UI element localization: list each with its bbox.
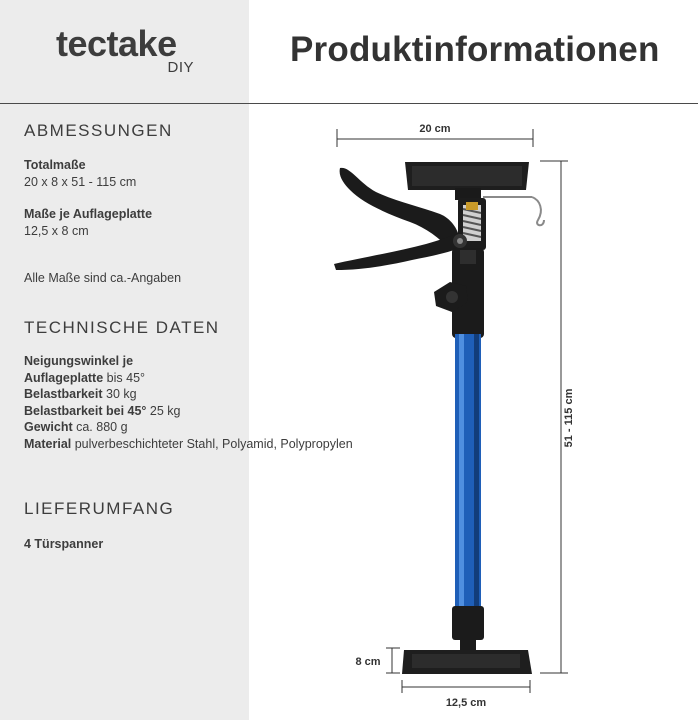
spec-tilt-value: bis 45°	[106, 370, 146, 385]
spec-material-label: Material	[24, 436, 72, 451]
dimension-foot-width-label: 12,5 cm	[445, 697, 487, 709]
top-plate	[405, 162, 529, 200]
product-illustration	[300, 110, 698, 720]
total-dimensions	[24, 157, 136, 190]
plate-dimensions-value: 12,5 x 8 cm	[24, 223, 89, 238]
total-dimensions-label: Totalmaße	[24, 158, 86, 172]
spec-tilt: Neigungswinkel je Auflageplatte bis 45°	[24, 354, 146, 385]
dimension-top-width-label: 20 cm	[419, 123, 451, 135]
bottom-plate	[402, 650, 532, 674]
logo-subtitle: DIY	[167, 59, 194, 76]
page-title: Produktinformationen	[290, 30, 660, 69]
delivery-item: 4 Türspanner	[24, 537, 104, 551]
plate-dimensions-label: Maße je Auflageplatte	[24, 207, 153, 221]
technical-heading: TECHNISCHE DATEN	[24, 318, 220, 337]
spec-weight-label: Gewicht	[24, 420, 73, 434]
plate-dimensions	[24, 206, 152, 239]
locking-knob	[434, 248, 484, 338]
dimension-foot-height-label: 8 cm	[355, 656, 381, 668]
spec-load-value: 30 kg	[106, 387, 137, 401]
spec-weight-value: ca. 880 g	[76, 420, 128, 434]
logo-wordmark: tectake	[56, 23, 177, 64]
dimension-foot-height	[386, 648, 400, 673]
delivery-heading: LIEFERUMFANG	[24, 499, 175, 518]
dimension-foot-width	[402, 680, 530, 693]
spec-load-45-label: Belastbarkeit bei 45°	[24, 403, 147, 418]
spec-load-45-value: 25 kg	[149, 403, 181, 418]
telescopic-tube	[455, 334, 481, 614]
header-divider	[0, 103, 698, 104]
release-pin	[483, 197, 544, 225]
total-dimensions-value: 20 x 8 x 51 - 115 cm	[24, 174, 137, 189]
spec-load-label: Belastbarkeit	[24, 387, 103, 401]
spec-material-value: pulverbeschichteter Stahl, Polyamid, Polypropylen	[74, 436, 353, 451]
lower-collar	[452, 606, 484, 652]
dimensions-heading: ABMESSUNGEN	[24, 121, 173, 140]
dimensions-note: Alle Maße sind ca.-Angaben	[24, 271, 182, 285]
brand-logo	[56, 24, 196, 80]
dimension-height-label: 51 - 115 cm	[563, 388, 575, 448]
